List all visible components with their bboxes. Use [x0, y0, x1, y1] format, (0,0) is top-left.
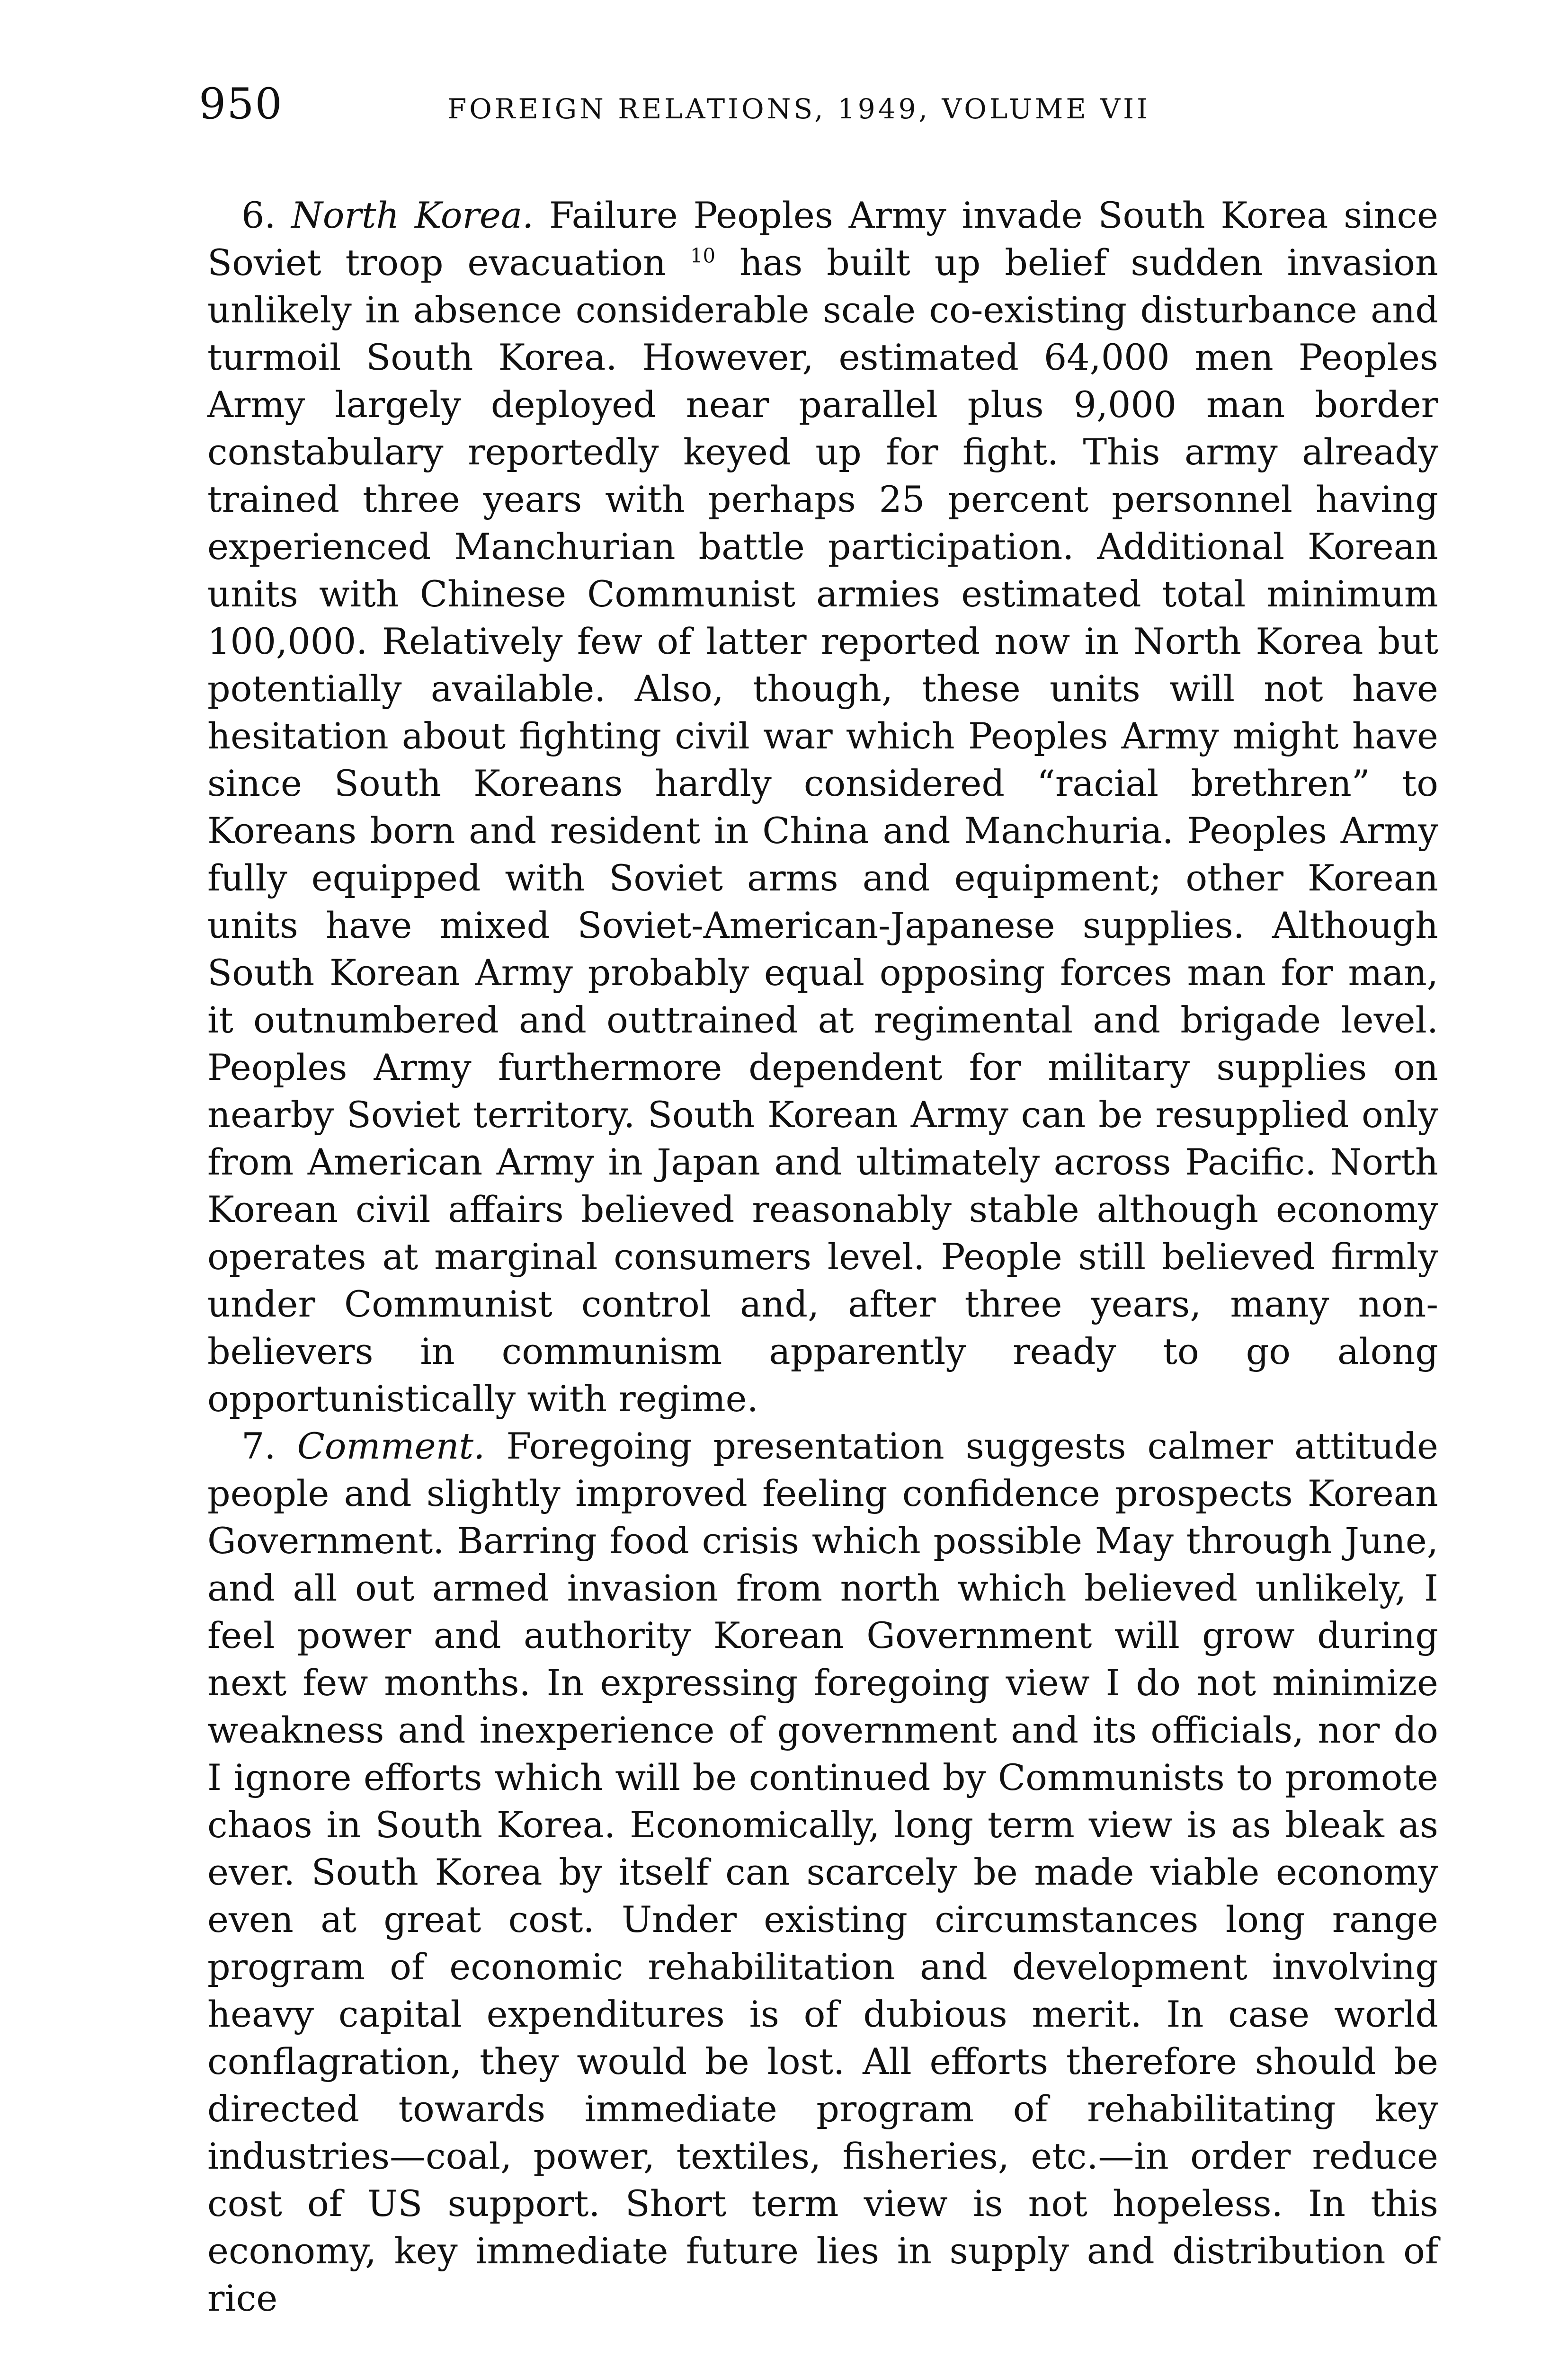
body-text [207, 192, 1438, 2322]
paragraph-heading: Comment. [297, 1425, 485, 1467]
paragraph-heading: North Korea. [291, 194, 534, 236]
paragraph-number: 7. [241, 1425, 276, 1467]
footnote-reference[interactable]: 10 [690, 244, 716, 267]
page-number: 950 [199, 79, 283, 129]
running-header [199, 79, 1373, 144]
paragraph-north-korea [207, 192, 1438, 1423]
paragraph-comment [207, 1423, 1438, 2322]
paragraph-text: has built up belief sudden invasion unlikely in absence considerable scale co-existing disturbance and turmoil South Korea. However, estimated 64,000 men Peoples Army largely deployed near parallel plus 9,000 man border constabulary reportedly keyed up for fight. This army already trained three years with perhaps 25 percent personnel having experienced Manchurian battle participation. Additional Korean units with Chinese Communist armies estimated total minimum 100,000. Relatively few of latter reported now in North Korea but potentially available. Also, though, these units will not have hesitation about fighting civil war which Peoples Army might have since South Koreans hardly considered “racial brethren” to Koreans born and resident in China and Manchuria. Peoples Army fully equipped with Soviet arms and equipment; other Korean units have mixed Soviet-American-Japanese supplies. Although South Korean Army probably equal opposing forces man for man, it outnumbered and outtrained at regimental and brigade level. Peoples Army furthermore dependent for military supplies on nearby Soviet territory. South Korean Army can be resupplied only from American Army in Japan and ultimately across Pacific. North Korean civil affairs believed reasonably stable although economy operates at marginal consumers level. People still believed firmly under Communist control and, after three years, many non-believers in communism apparently ready to go along opportunistically with regime. [207, 241, 1438, 1420]
running-title: FOREIGN RELATIONS, 1949, VOLUME VII [447, 93, 1150, 125]
paragraph-text: Failure Peoples Army invade South Korea since Soviet troop evacuation [207, 194, 1438, 284]
paragraph-text: Foregoing presentation suggests calmer attitude people and slightly improved feeling confidence prospects Korean Government. Barring food crisis which possible May through June, and all out armed invasion from north which believed unlikely, I feel power and authority Korean Government will grow during next few months. In expressing foregoing view I do not minimize weakness and inexperience of government and its officials, nor do I ignore efforts which will be continued by Communists to promote chaos in South Korea. Economically, long term view is as bleak as ever. South Korea by itself can scarcely be made viable economy even at great cost. Under existing circumstances long range program of economic rehabilitation and development involving heavy capital expenditures is of dubious merit. In case world conflagration, they would be lost. All efforts therefore should be directed towards immediate program of rehabilitating key industries—coal, power, textiles, fisheries, etc.—in order reduce cost of US support. Short term view is not hopeless. In this economy, key immediate future lies in supply and distribution of rice [207, 1425, 1438, 2319]
paragraph-number: 6. [241, 194, 276, 236]
